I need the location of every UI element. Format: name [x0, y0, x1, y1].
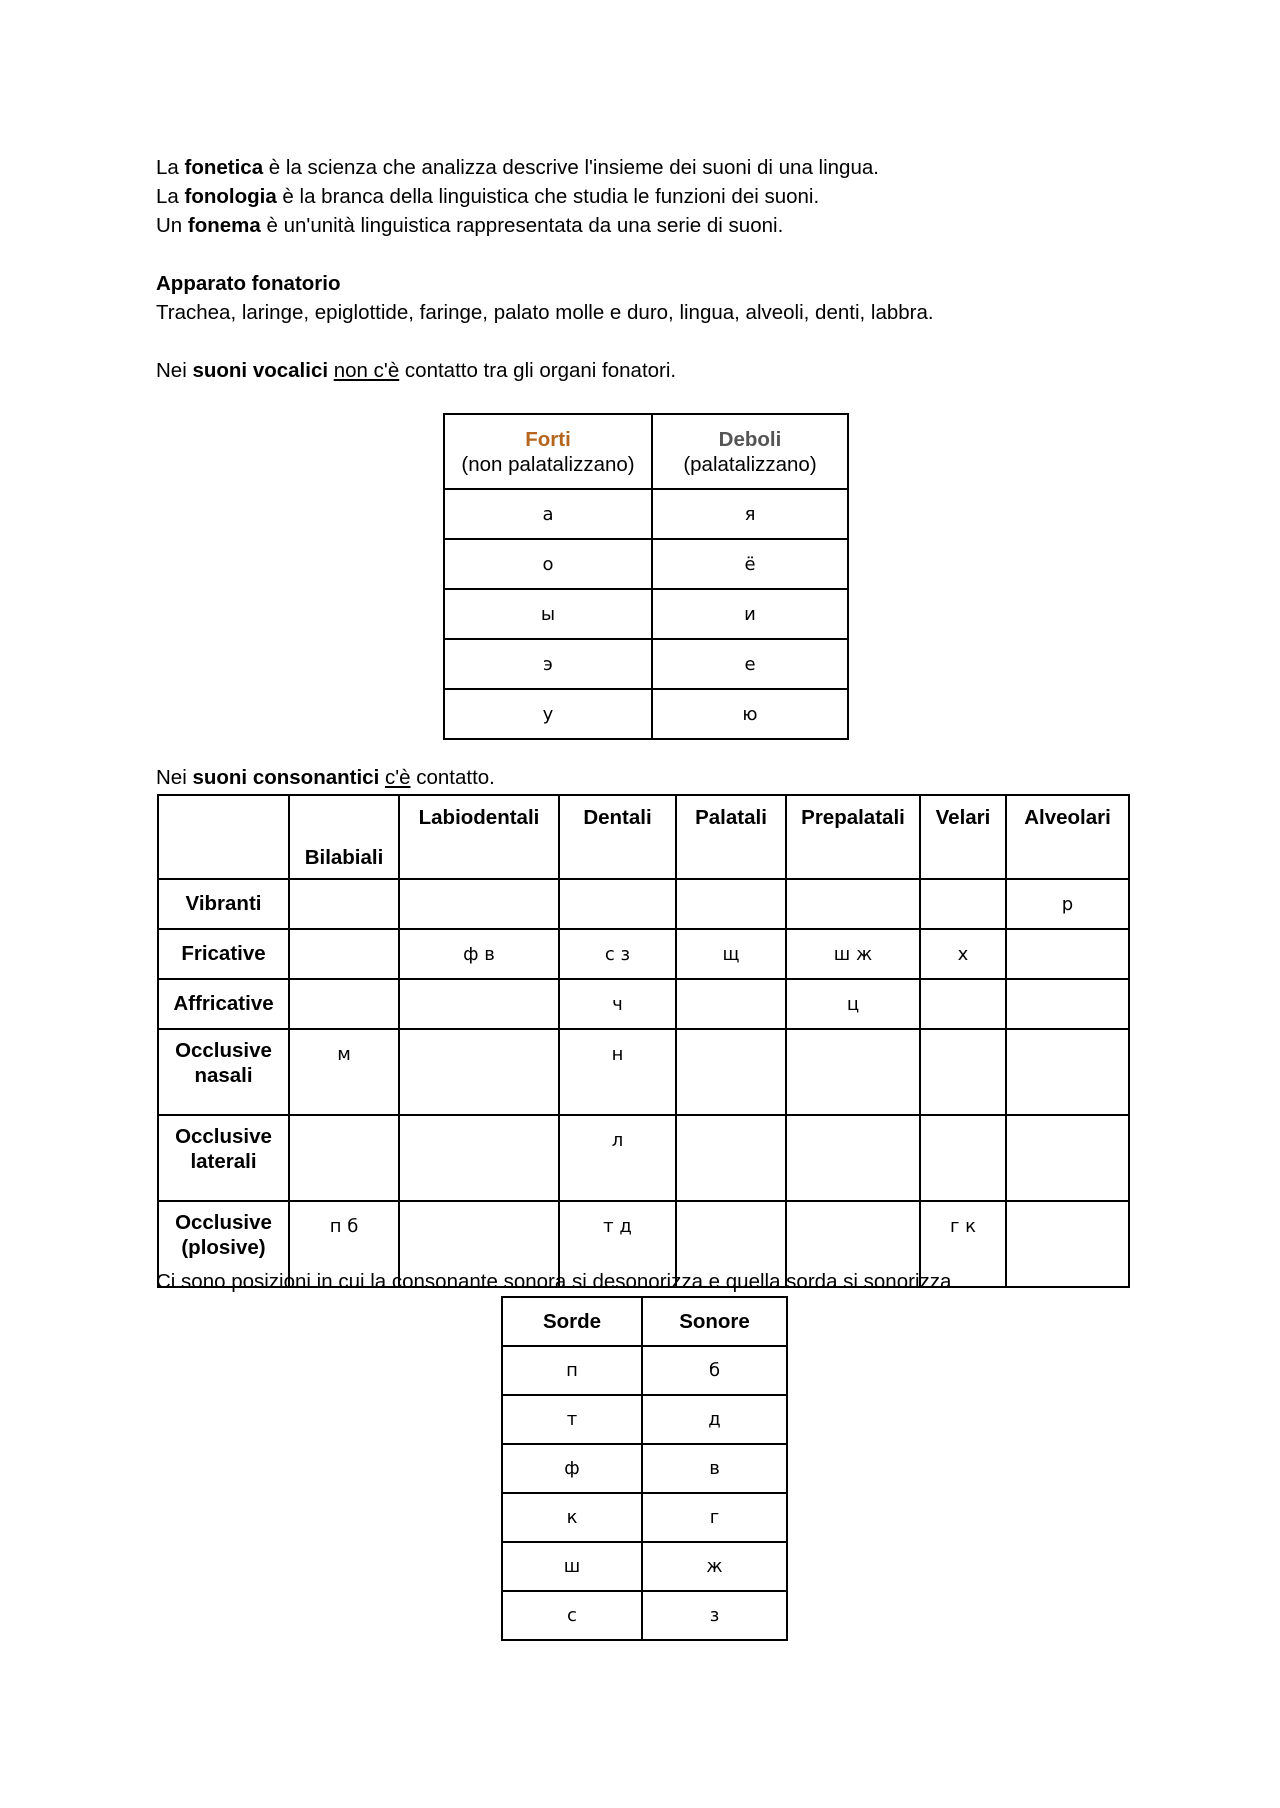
forti-header: Forti (non palatalizzano): [444, 414, 652, 489]
row-label: Occlusive nasali: [158, 1029, 289, 1115]
table-row: [502, 1493, 787, 1542]
fonologia-definition: La fonologia è la branca della linguistica che studia le funzioni dei suoni.: [156, 185, 820, 208]
sorde-sonore-table: [501, 1296, 788, 1641]
table-cell: [786, 1115, 920, 1201]
document-body: [156, 153, 1136, 385]
table-cell: н: [559, 1029, 676, 1115]
table-row: [502, 1395, 787, 1444]
forte-vowel: э: [444, 639, 652, 689]
sonora-consonant: ж: [642, 1542, 787, 1591]
table-cell: [920, 979, 1006, 1029]
table-cell: т д: [559, 1201, 676, 1287]
table-cell: [289, 879, 399, 929]
table-cell: [1006, 1201, 1129, 1287]
table-cell: [399, 879, 559, 929]
table-cell: [1006, 1115, 1129, 1201]
vocalici-sentence: Nei suoni vocalici non c'è contatto tra gli organi fonatori.: [156, 359, 677, 382]
sonora-consonant: з: [642, 1591, 787, 1640]
row-label: Occlusive laterali: [158, 1115, 289, 1201]
apparato-text: Trachea, laringe, epiglottide, faringe, palato molle e duro, lingua, alveoli, denti, labbra.: [156, 301, 934, 324]
sorda-consonant: ф: [502, 1444, 642, 1493]
debole-vowel: ю: [652, 689, 848, 739]
table-cell: ф в: [399, 929, 559, 979]
table-cell: [676, 879, 786, 929]
sonora-consonant: г: [642, 1493, 787, 1542]
table-cell: [920, 879, 1006, 929]
deboli-header: Deboli (palatalizzano): [652, 414, 848, 489]
row-label: Occlusive (plosive): [158, 1201, 289, 1287]
sorda-consonant: с: [502, 1591, 642, 1640]
sonora-consonant: в: [642, 1444, 787, 1493]
sonore-header: Sonore: [642, 1297, 787, 1346]
table-cell: л: [559, 1115, 676, 1201]
apparato-heading: Apparato fonatorio: [156, 272, 341, 295]
table-cell: ч: [559, 979, 676, 1029]
table-cell: [786, 879, 920, 929]
forte-vowel: у: [444, 689, 652, 739]
table-row: [158, 979, 1129, 1029]
table-row: [502, 1444, 787, 1493]
table-row: [444, 639, 848, 689]
row-label: Vibranti: [158, 879, 289, 929]
sorda-consonant: к: [502, 1493, 642, 1542]
debole-vowel: я: [652, 489, 848, 539]
table-cell: [1006, 1029, 1129, 1115]
table-row: [502, 1591, 787, 1640]
table-cell: [399, 1029, 559, 1115]
fonema-definition: Un fonema è un'unità linguistica rappresentata da una serie di suoni.: [156, 214, 784, 237]
table-cell: [289, 1115, 399, 1201]
table-row: [158, 1115, 1129, 1201]
sorda-consonant: п: [502, 1346, 642, 1395]
forte-vowel: ы: [444, 589, 652, 639]
table-cell: [559, 879, 676, 929]
alveolari-header: Alveolari: [1006, 795, 1129, 879]
bilabiali-header: Bilabiali: [289, 795, 399, 879]
table-cell: [289, 929, 399, 979]
table-cell: [920, 1029, 1006, 1115]
table-row: [444, 689, 848, 739]
table-row: [444, 589, 848, 639]
table-row: [502, 1542, 787, 1591]
sonora-consonant: д: [642, 1395, 787, 1444]
palatali-header: Palatali: [676, 795, 786, 879]
table-row: [444, 539, 848, 589]
table-cell: м: [289, 1029, 399, 1115]
forte-vowel: а: [444, 489, 652, 539]
table-row: [158, 879, 1129, 929]
velari-header: Velari: [920, 795, 1006, 879]
table-cell: г к: [920, 1201, 1006, 1287]
dentali-header: Dentali: [559, 795, 676, 879]
corner-header: [158, 795, 289, 879]
table-row: [158, 929, 1129, 979]
table-cell: п б: [289, 1201, 399, 1287]
sorde-header: Sorde: [502, 1297, 642, 1346]
vowels-table: [443, 413, 849, 740]
table-cell: [1006, 979, 1129, 1029]
prepalatali-header: Prepalatali: [786, 795, 920, 879]
debole-vowel: ё: [652, 539, 848, 589]
table-cell: [676, 979, 786, 1029]
table-cell: с з: [559, 929, 676, 979]
table-cell: [289, 979, 399, 1029]
sorde-header-row: [502, 1297, 787, 1346]
row-label: Affricative: [158, 979, 289, 1029]
table-cell: х: [920, 929, 1006, 979]
table-cell: ц: [786, 979, 920, 1029]
row-label: Fricative: [158, 929, 289, 979]
sonore-sentence: Ci sono posizioni in cui la consonante sonora si desonorizza e quella sorda si sonorizza: [156, 1270, 952, 1293]
vowels-header-row: [444, 414, 848, 489]
table-cell: щ: [676, 929, 786, 979]
table-row: [444, 489, 848, 539]
table-cell: [1006, 929, 1129, 979]
table-row: [158, 1029, 1129, 1115]
forte-vowel: о: [444, 539, 652, 589]
table-cell: [676, 1115, 786, 1201]
table-row: [502, 1346, 787, 1395]
table-cell: [399, 1115, 559, 1201]
table-cell: [786, 1029, 920, 1115]
table-cell: [399, 979, 559, 1029]
consonants-header-row: [158, 795, 1129, 879]
sorda-consonant: ш: [502, 1542, 642, 1591]
sorda-consonant: т: [502, 1395, 642, 1444]
table-cell: ш ж: [786, 929, 920, 979]
consonantici-sentence: Nei suoni consonantici c'è contatto.: [156, 766, 495, 789]
table-cell: р: [1006, 879, 1129, 929]
table-cell: [676, 1029, 786, 1115]
labiodentali-header: Labiodentali: [399, 795, 559, 879]
consonants-table: [157, 794, 1130, 1288]
debole-vowel: и: [652, 589, 848, 639]
debole-vowel: е: [652, 639, 848, 689]
table-cell: [920, 1115, 1006, 1201]
sonora-consonant: б: [642, 1346, 787, 1395]
fonetica-definition: La fonetica è la scienza che analizza descrive l'insieme dei suoni di una lingua.: [156, 156, 879, 179]
